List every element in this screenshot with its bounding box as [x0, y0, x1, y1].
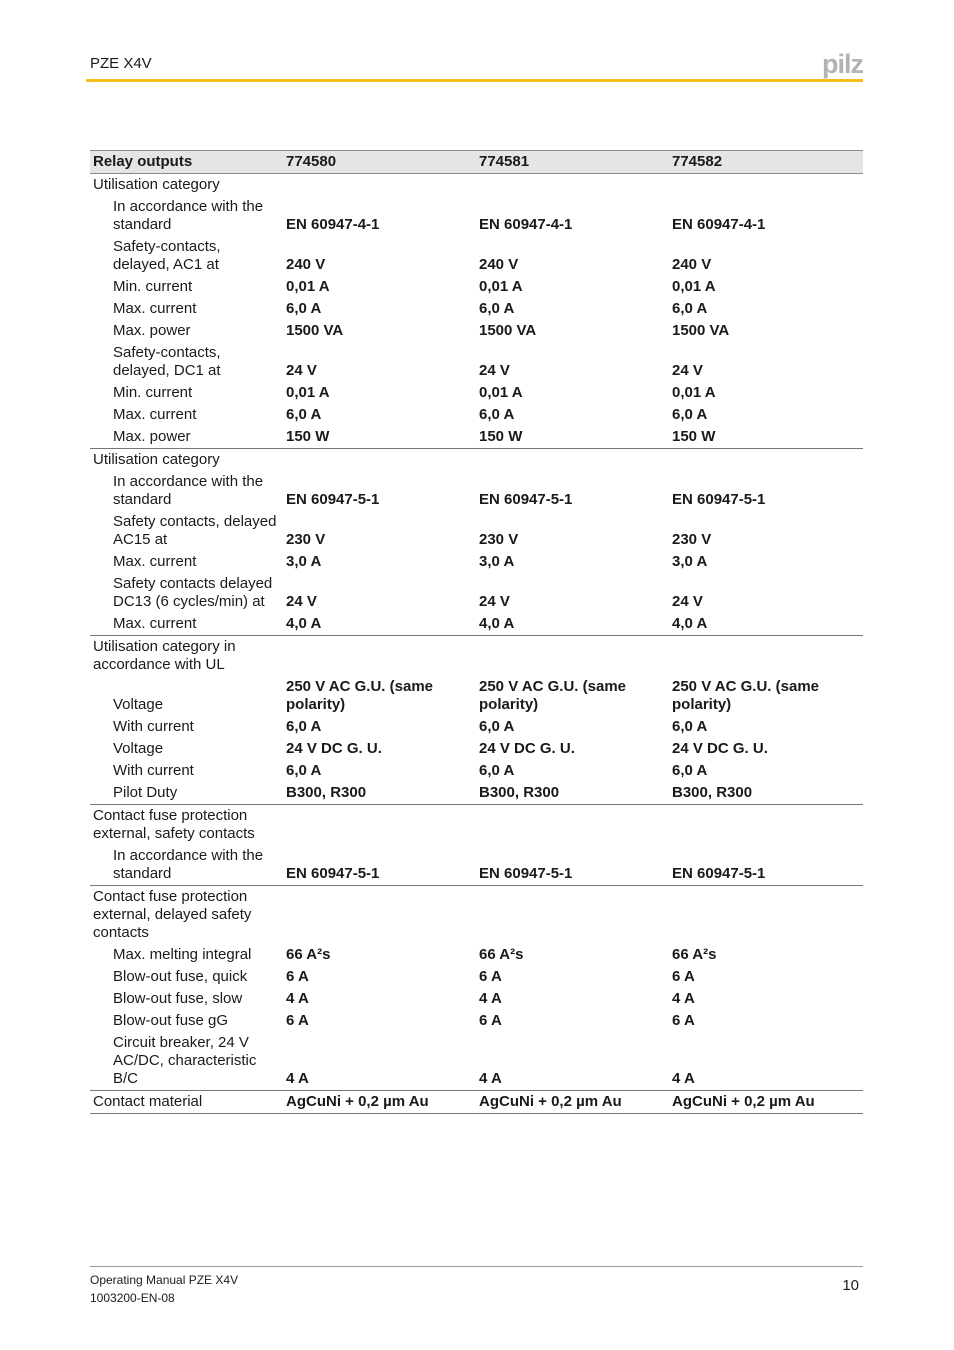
cell-value-774581: EN 60947-4-1 [479, 216, 573, 233]
cell-value-774580: AgCuNi + 0,2 µm Au [283, 1091, 476, 1114]
table-row [90, 342, 863, 382]
page-number: 10 [842, 1277, 859, 1294]
cell-value-774582: 3,0 A [672, 553, 708, 570]
footer-manual-title: Operating Manual PZE X4V [90, 1273, 239, 1287]
cell-value-774582 [669, 805, 863, 846]
cell-value-774582: 6,0 A [672, 718, 708, 735]
cell-value-774580: 4,0 A [286, 615, 322, 632]
cell-value-774582: 24 V [672, 362, 703, 379]
header-774581: 774581 [476, 151, 669, 174]
table-row [90, 944, 863, 966]
table-body [90, 174, 863, 1114]
cell-value-774582 [669, 449, 863, 472]
row-label: Max. power [113, 322, 191, 339]
table-row [90, 551, 863, 573]
table-row [90, 511, 863, 551]
table-row [90, 760, 863, 782]
row-label: Voltage [113, 740, 164, 757]
table-row [90, 845, 863, 886]
cell-value-774580: 150 W [286, 428, 330, 445]
cell-value-774580: 1500 VA [286, 322, 344, 339]
cell-value-774582: 0,01 A [672, 278, 716, 295]
row-label: Max. current [113, 406, 197, 423]
cell-value-774581: EN 60947-5-1 [479, 491, 573, 508]
cell-value-774581 [476, 174, 669, 197]
cell-value-774582: 24 V [672, 593, 703, 610]
cell-value-774581 [476, 636, 669, 677]
cell-value-774580 [283, 805, 476, 846]
cell-value-774582: EN 60947-4-1 [672, 216, 766, 233]
row-label: Blow-out fuse gG [113, 1012, 229, 1029]
table-row [90, 1010, 863, 1032]
cell-value-774580: 4 A [286, 990, 309, 1007]
table-row [90, 298, 863, 320]
cell-value-774581 [476, 805, 669, 846]
cell-value-774580: 24 V [286, 593, 317, 610]
cell-value-774581: 6,0 A [479, 300, 515, 317]
cell-value-774582: EN 60947-5-1 [672, 491, 766, 508]
row-label: Safety contacts delayed DC13 (6 cycles/min) at [113, 575, 273, 610]
table-row [90, 613, 863, 636]
cell-value-774580: EN 60947-5-1 [286, 491, 380, 508]
pilz-logo: pilz [822, 49, 863, 79]
cell-value-774580: 24 V [286, 362, 317, 379]
row-label: In accordance with the standard [113, 473, 264, 508]
footer-doc-number: 1003200-EN-08 [90, 1291, 175, 1305]
table-row [90, 738, 863, 760]
cell-value-774581: 6 A [479, 968, 502, 985]
table-row [90, 676, 863, 716]
row-label: Circuit breaker, 24 V AC/DC, characteristic B/C [113, 1034, 257, 1087]
row-label: Pilot Duty [113, 784, 178, 801]
cell-value-774581: EN 60947-5-1 [479, 865, 573, 882]
row-label: Contact material [90, 1091, 283, 1114]
table-row [90, 573, 863, 613]
cell-value-774581 [476, 886, 669, 945]
row-label: Safety contacts, delayed AC15 at [113, 513, 277, 548]
header-relay-outputs: Relay outputs [90, 151, 283, 174]
cell-value-774580: EN 60947-4-1 [286, 216, 380, 233]
row-label: Contact fuse protection external, delayed safety contacts [90, 886, 283, 945]
row-label: Contact fuse protection external, safety contacts [90, 805, 283, 846]
cell-value-774581: 150 W [479, 428, 523, 445]
header-774580: 774580 [283, 151, 476, 174]
table-row [90, 886, 863, 945]
cell-value-774580: 24 V DC G. U. [286, 740, 382, 757]
cell-value-774581: 24 V [479, 593, 510, 610]
cell-value-774582: 0,01 A [672, 384, 716, 401]
cell-value-774582: 250 V AC G.U. (same polarity) [672, 678, 820, 713]
table-row [90, 320, 863, 342]
table-row [90, 782, 863, 805]
cell-value-774582: 6,0 A [672, 300, 708, 317]
header-rule [86, 79, 863, 82]
row-label: Min. current [113, 384, 193, 401]
header-774582: 774582 [669, 151, 863, 174]
cell-value-774581: 6,0 A [479, 406, 515, 423]
cell-value-774582: 24 V DC G. U. [672, 740, 768, 757]
table-row [90, 426, 863, 449]
row-label: Blow-out fuse, slow [113, 990, 243, 1007]
cell-value-774582: B300, R300 [672, 784, 753, 801]
table-row [90, 471, 863, 511]
document-title: PZE X4V [90, 55, 152, 72]
cell-value-774581: 230 V [479, 531, 519, 548]
table-row [90, 236, 863, 276]
cell-value-774580: EN 60947-5-1 [286, 865, 380, 882]
cell-value-774581: 0,01 A [479, 384, 523, 401]
cell-value-774582: 4 A [672, 990, 695, 1007]
row-label: Min. current [113, 278, 193, 295]
table-row [90, 382, 863, 404]
cell-value-774581: 6,0 A [479, 762, 515, 779]
cell-value-774580: 230 V [286, 531, 326, 548]
footer-rule [90, 1266, 863, 1267]
cell-value-774581: 4 A [479, 990, 502, 1007]
cell-value-774582: 1500 VA [672, 322, 730, 339]
cell-value-774581 [476, 449, 669, 472]
cell-value-774582: 240 V [672, 256, 712, 273]
cell-value-774582: 6,0 A [672, 406, 708, 423]
cell-value-774580: 6 A [286, 1012, 309, 1029]
table-row [90, 636, 863, 677]
table-row [90, 276, 863, 298]
cell-value-774580: 0,01 A [286, 384, 330, 401]
cell-value-774580 [283, 886, 476, 945]
cell-value-774580: 240 V [286, 256, 326, 273]
row-label: With current [113, 718, 194, 735]
cell-value-774581: 240 V [479, 256, 519, 273]
cell-value-774582: 66 A²s [672, 946, 717, 963]
cell-value-774581: 6,0 A [479, 718, 515, 735]
cell-value-774581: 66 A²s [479, 946, 524, 963]
row-label: Max. current [113, 300, 197, 317]
cell-value-774580: 0,01 A [286, 278, 330, 295]
row-label: Blow-out fuse, quick [113, 968, 248, 985]
row-label: Max. melting integral [113, 946, 252, 963]
cell-value-774581: 6 A [479, 1012, 502, 1029]
cell-value-774580 [283, 174, 476, 197]
cell-value-774582 [669, 636, 863, 677]
table-row [90, 449, 863, 472]
cell-value-774582 [669, 886, 863, 945]
table-row [90, 716, 863, 738]
cell-value-774580 [283, 449, 476, 472]
row-label: Utilisation category in accordance with UL [90, 636, 283, 677]
relay-outputs-table [90, 150, 863, 1114]
table-row [90, 1032, 863, 1091]
cell-value-774581: AgCuNi + 0,2 µm Au [476, 1091, 669, 1114]
cell-value-774580: 3,0 A [286, 553, 322, 570]
row-label: Max. current [113, 615, 197, 632]
table-row [90, 966, 863, 988]
cell-value-774580: 4 A [286, 1070, 309, 1087]
row-label: In accordance with the standard [113, 847, 264, 882]
table-header-row [90, 151, 863, 174]
cell-value-774581: 1500 VA [479, 322, 537, 339]
row-label: Voltage [113, 696, 164, 713]
cell-value-774581: 24 V [479, 362, 510, 379]
table-row [90, 1091, 863, 1114]
cell-value-774580: 66 A²s [286, 946, 331, 963]
cell-value-774581: 0,01 A [479, 278, 523, 295]
cell-value-774581: 4,0 A [479, 615, 515, 632]
row-label: With current [113, 762, 194, 779]
cell-value-774580: 6,0 A [286, 300, 322, 317]
row-label: Max. power [113, 428, 191, 445]
cell-value-774581: 24 V DC G. U. [479, 740, 575, 757]
table-row [90, 404, 863, 426]
table-row [90, 805, 863, 846]
row-label: Max. current [113, 553, 197, 570]
cell-value-774582: 6 A [672, 968, 695, 985]
cell-value-774580: 6,0 A [286, 406, 322, 423]
table-row [90, 174, 863, 197]
cell-value-774580: B300, R300 [286, 784, 367, 801]
cell-value-774580: 6,0 A [286, 718, 322, 735]
cell-value-774581: 4 A [479, 1070, 502, 1087]
cell-value-774581: B300, R300 [479, 784, 560, 801]
cell-value-774581: 3,0 A [479, 553, 515, 570]
row-label: Safety-contacts, delayed, AC1 at [113, 238, 221, 273]
cell-value-774582: 230 V [672, 531, 712, 548]
cell-value-774582: EN 60947-5-1 [672, 865, 766, 882]
cell-value-774580: 6,0 A [286, 762, 322, 779]
cell-value-774582: 150 W [672, 428, 716, 445]
cell-value-774582 [669, 174, 863, 197]
row-label: Utilisation category [90, 174, 283, 197]
cell-value-774582: 4,0 A [672, 615, 708, 632]
cell-value-774581: 250 V AC G.U. (same polarity) [479, 678, 627, 713]
table-row [90, 988, 863, 1010]
cell-value-774582: 6 A [672, 1012, 695, 1029]
cell-value-774580: 6 A [286, 968, 309, 985]
cell-value-774582: 4 A [672, 1070, 695, 1087]
table-row [90, 196, 863, 236]
cell-value-774580 [283, 636, 476, 677]
cell-value-774582: 6,0 A [672, 762, 708, 779]
row-label: Safety-contacts, delayed, DC1 at [113, 344, 221, 379]
cell-value-774580: 250 V AC G.U. (same polarity) [286, 678, 434, 713]
cell-value-774582: AgCuNi + 0,2 µm Au [669, 1091, 863, 1114]
row-label: In accordance with the standard [113, 198, 264, 233]
row-label: Utilisation category [90, 449, 283, 472]
